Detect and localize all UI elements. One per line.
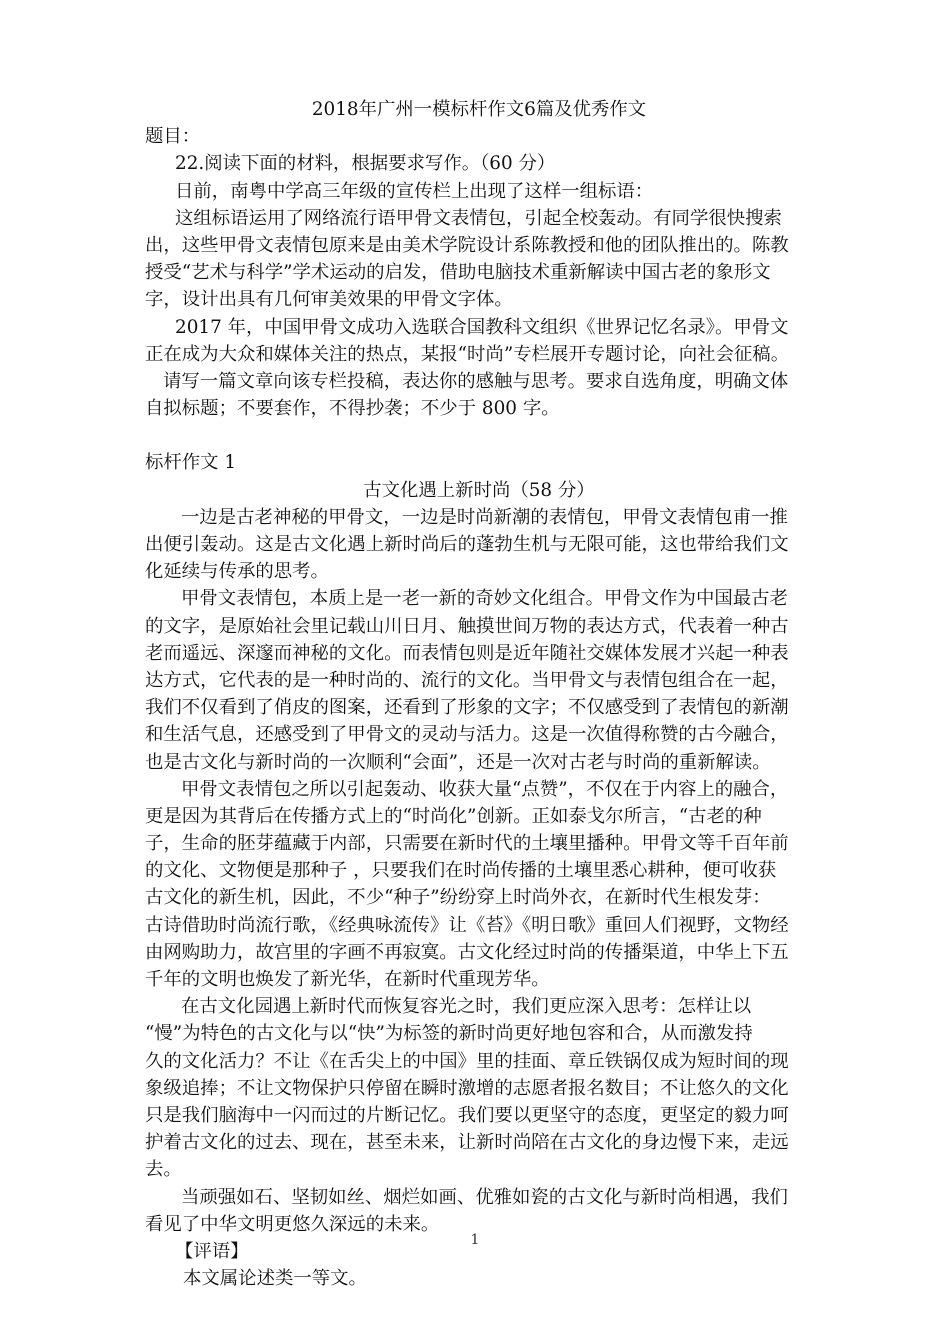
essay-line: 看见了中华文明更悠久深远的未来。 <box>145 1213 440 1235</box>
essay-line: 我们不仅看到了俏皮的图案，还看到了形象的文字；不仅感受到了表情包的新潮 <box>145 697 789 719</box>
essay-line: 老而遥远、深邃而神秘的文化。而表情包则是近年随社交媒体发展才兴起一种表 <box>145 642 789 664</box>
prompt-line: 请写一篇文章向该专栏投稿，表达你的感触与思考。要求自选角度，明确文体 <box>163 370 789 392</box>
document-title: 2018年广州一模标杆作文6篇及优秀作文 <box>311 99 647 120</box>
comment-label: 【评语】 <box>175 1240 249 1262</box>
essay-line: 的文字，是原始社会里记载山川日月、触摸世间万物的表达方式，代表着一种古 <box>145 615 789 637</box>
essay-line: 更是因为其背后在传播方式上的“时尚化”创新。正如泰戈尔所言，“古老的种 <box>145 805 762 827</box>
essay-line: 古诗借助时尚流行歌，《经典咏流传》让《苔》《明日歌》重回人们视野，文物经 <box>145 914 789 936</box>
essay-label: 标杆作文 1 <box>145 452 237 474</box>
essay-line: 一边是古老神秘的甲骨文，一边是时尚新潮的表情包，甲骨文表情包甫一推 <box>181 506 788 528</box>
essay-line: 出便引轰动。这是古文化遇上新时尚后的蓬勃生机与无限可能，这也带给我们文 <box>145 534 789 555</box>
essay-line: 象级追捧；不让文物保护只停留在瞬时激增的志愿者报名数目；不让悠久的文化 <box>145 1077 789 1099</box>
prompt-line: 2017 年，中国甲骨文成功入选联合国教科文组织《世界记忆名录》。甲骨文 <box>175 316 789 338</box>
essay-line: 子，生命的胚芽蕴藏于内部，只需要在新时代的土壤里播种。甲骨文等千百年前 <box>145 833 789 855</box>
essay-line: 甲骨文表情包之所以引起轰动、收获大量“点赞”，不仅在于内容上的融合， <box>181 778 789 800</box>
essay-line: 当顽强如石、坚韧如丝、烟烂如画、优雅如瓷的古文化与新时尚相遇，我们 <box>181 1186 788 1208</box>
essay-title: 古文化遇上新时尚（58 分） <box>363 479 595 501</box>
essay-line: 由网购助力，故宫里的字画不再寂寞。古文化经过时尚的传播渠道，中华上下五 <box>145 941 789 963</box>
essay-line: “慢”为特色的古文化与以“快”为标签的新时尚更好地包容和合，从而激发持 <box>145 1023 753 1045</box>
prompt-line: 这组标语运用了网络流行语甲骨文表情包，引起全校轰动。有同学很快搜索 <box>175 207 782 229</box>
prompt-line: 字，设计出具有几何审美效果的甲骨文字体。 <box>145 289 513 311</box>
essay-line: 化延续与传承的思考。 <box>145 561 329 583</box>
prompt-line: 日前，南粤中学高三年级的宣传栏上出现了这样一组标语： <box>175 180 654 202</box>
essay-line: 千年的文明也焕发了新光华，在新时代重现芳华。 <box>145 969 550 990</box>
essay-line: 和生活气息，还感受到了甲骨文的灵动与活力。这是一次值得称赞的古今融合， <box>145 724 789 746</box>
document-page <box>145 96 813 1292</box>
essay-line: 去。 <box>145 1159 182 1181</box>
essay-line: 也是古文化与新时尚的一次顺利“会面”，还是一次对古老与时尚的重新解读。 <box>145 751 771 773</box>
essay-line: 久的文化活力？不让《在舌尖上的中国》里的挂面、章丘铁锅仅成为短时间的现 <box>145 1050 789 1072</box>
prompt-line: 正在成为大众和媒体关注的热点，某报“时尚”专栏展开专题讨论，向社会征稿。 <box>145 343 790 365</box>
prompt-line: 自拟标题；不要套作，不得抄袭；不少于 800 字。 <box>145 398 560 420</box>
essay-line: 护着古文化的过去、现在，甚至未来，让新时尚陪在古文化的身边慢下来，走远 <box>145 1132 789 1154</box>
page-number: 1 <box>470 1232 480 1248</box>
blank-line <box>145 422 813 449</box>
prompt-label: 题目： <box>145 126 201 148</box>
essay-line: 甲骨文表情包，本质上是一老一新的奇妙文化组合。甲骨文作为中国最古老 <box>181 588 788 610</box>
essay-line: 只是我们脑海中一闪而过的片断记忆。我们要以更坚守的态度，更坚定的毅力呵 <box>145 1104 789 1126</box>
essay-line: 古文化的新生机，因此，不少“种子”纷纷穿上时尚外衣，在新时代生根发芽： <box>145 887 771 909</box>
essay-line: 在古文化园遇上新时代而恢复容光之时，我们更应深入思考：怎样让以 <box>181 996 752 1018</box>
prompt-line: 授受“艺术与科学”学术运动的启发，借助电脑技术重新解读中国古老的象形文 <box>145 262 771 284</box>
prompt-line: 出，这些甲骨文表情包原来是由美术学院设计系陈教授和他的团队推出的。陈教 <box>145 234 789 256</box>
prompt-line: 22.阅读下面的材料，根据要求写作。（60 分） <box>175 153 556 175</box>
comment-text: 本文属论述类一等文。 <box>183 1268 367 1290</box>
essay-line: 达方式，它代表的是一种时尚的、流行的文化。当甲骨文与表情包组合在一起， <box>145 669 789 691</box>
essay-line: 的文化、文物便是那种子 ，只要我们在时尚传播的土壤里悉心耕种，便可收获 <box>145 860 777 882</box>
